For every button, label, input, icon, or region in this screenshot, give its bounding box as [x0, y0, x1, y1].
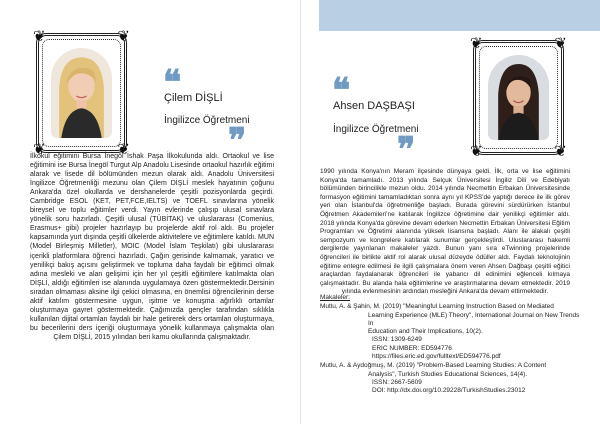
- reference-item: Mutlu, A. & Aydoğmuş, M. (2019) "Problem-Based Learning Studies: A Content Analysis", Turkish Studies Educational Sciences, 14(4). ISSN: 2667-5609 DOI: http://dx.doi.org/10.29228/TurkishStudies.23012: [320, 362, 586, 395]
- biography-text: 1990 yılında Konya'nın Meram ilçesinde dünyaya geldi. İlk, orta ve lise eğitimini Konya'da tamamladı. 2013 yılında Selçuk Üniversitesi İngiliz Dili ve Edebiyatı bölümünden birincilikle mezun oldu. 2014 yılında Necmettin Erbakan Üniversitesinde formasyon eğitimini tamamladıktan sonra aynı yıl KPSS'de yaptığı derece ile ilk görev yeri olan İstanbul'da öğretmenliğe başladı. Burada görevini sürdürürken İstanbul Öğretmen Akademileri'ne katılarak İngilizce öğretimine dair yenilikçi eğitimler aldı. 2018 yılında Konya'da görevine devam ederken Necmettin Erbakan Üniversitesi Eğitim Programları ve Öğretimi alanında yüksek lisansına başladı. Alanı ile alakalı çeşitli sempozyum ve kongrelere katılarak sunumlar gerçekleştirdi. Uluslararası hakemli dergilerde yayınlanan makaleler yazdı. Bunun yanı sıra eTwinning projelerinde öğrencileri ile birlikte aktif rol alarak ulusal düzeyde ödüller aldı. Faydalı teknolojinin eğitime entegre edilmesi ile ilgili çalışmalara önem veren Ahsen Dağbaşı çeşitli eğitici araçlardan faydalanarak öğrencileri ile yabancı dil edinimini eğlenceli kılmaya çalışmaktadır. Bu alanda hala eğitimlerine ve araştırmalarına devam etmektedir. 2019 yılında evlenmesinin ardından mesleğini Ankara'da devam ettirmektedir.: [320, 168, 570, 296]
- portrait-photo-cilem: [51, 48, 112, 138]
- corner-ornament-icon: ❦: [554, 142, 567, 160]
- teacher-role: İngilizce Öğretmeni: [164, 115, 250, 126]
- reference-link[interactable]: DOI: http://dx.doi.org/10.29228/TurkishStudies.23012: [372, 387, 526, 395]
- corner-ornament-icon: ❦: [117, 27, 130, 45]
- right-photo-frame: [470, 34, 567, 160]
- teacher-name: Ahsen DAŞBAŞI: [333, 100, 415, 112]
- references-title: Makaleler:: [320, 294, 350, 301]
- close-quote-icon: ❞: [397, 130, 416, 170]
- corner-ornament-icon: ❦: [33, 140, 46, 158]
- close-quote-icon: ❞: [228, 121, 247, 161]
- header-bar: [319, 0, 600, 31]
- open-quote-icon: ❝: [163, 63, 182, 103]
- biography-text: İlkokul eğitimini Bursa İnegöl İshak Paşa İlkokulunda aldı. Ortaokul ve lise eğitimini ise Bursa İnegöl Turgut Alp Anadolu Lisesinde ortaokul hazırlık eğitimi alarak ve lisede dil bölümünden mezun olarak aldı. Anadolu Üniversitesi İngilizce Öğretmenliği mezunu olan Çilem DİŞLİ meslek hayatının çoğunu Ankara'da özel okullarda ve dershanelerde çeşitli pozisyonlarda geçirdi. Cambridge ESOL (KET, PET,FCE,IELTS) ve TOEFL sınavlarına yönelik bireysel ve toplu eğitimler verdi. Yayın evlerinde çalışıp ulusal sınavlara yönelik soru hazırladı. Çeşitli ulusal (TÜBİTAK) ve uluslararası (Comenius, Erasmus+ gibi) projeler hazırlayıp bu projelerde aktif rol aldı. Bu projeler kapsamında yurt dışında çeşitli ülkelerde aktivitelere ve eğitimlere katıldı. MUN (Model Birleşmiş Milletler), MOIC (Model İslam Teşkilatı) gibi uluslararası içerikli platformlara öğrenci hazırladı. Çağın gerisinde kalmamak, yaratıcı ve yenilikçi bakış açısını geliştirmek ve topluma daha faydalı bir eğitimci olmak adına mesleki ve alan gelişimi için her yıl çeşitli eğitimlere katılmakta olan DİŞLİ, aldığı eğitimleri ise alanında uygulamaya özen göstermektedir.Dersinin sıradan olmaması aksine ilgi çekici olmasına, en önemlisi öğrencilerinin derse aktif katılım göstermesine uygun, işitme ve konuşma ağırlıklı ortamlar oluşturmaya gayret göstermektedir. Çağımızda gençler tarafından sıklıkla kullanılan dijital ortamları faydalı bir hale getirerek ders ortamları oluşturmaya, bu becerilerini ders içeriği oluşturmaya yönelik kullanmaya çalışmakta olan Çilem DİŞLİ, 2015 yılından beri kamu okullarında çalışmaktadır.: [30, 153, 274, 341]
- left-photo-frame: [33, 27, 130, 158]
- open-quote-icon: ❝: [332, 71, 351, 111]
- reference-link[interactable]: https://files.eric.ed.gov/fulltext/ED594776.pdf: [372, 353, 501, 361]
- teacher-name: Çilem DİŞLİ: [164, 92, 223, 104]
- reference-item: Mutlu, A. & Şahin, M. (2019) "Meaningful Learning Instruction Based on Mediated Learning Experience (MLE) Theory", International Journal on New Trends In Education and Their Implications, 10(2). ISSN: 1309-6249 ERIC NUMBER: ED594776 https://files.eric.ed.gov/fulltext/ED594776.pdf: [320, 303, 586, 361]
- corner-ornament-icon: ❦: [117, 140, 130, 158]
- corner-ornament-icon: ❦: [554, 34, 567, 52]
- references-section: [320, 294, 586, 397]
- teacher-role: İngilizce Öğretmeni: [333, 124, 419, 135]
- corner-ornament-icon: ❦: [470, 142, 483, 160]
- portrait-photo-ahsen: [488, 55, 549, 140]
- corner-ornament-icon: ❦: [33, 27, 46, 45]
- corner-ornament-icon: ❦: [470, 34, 483, 52]
